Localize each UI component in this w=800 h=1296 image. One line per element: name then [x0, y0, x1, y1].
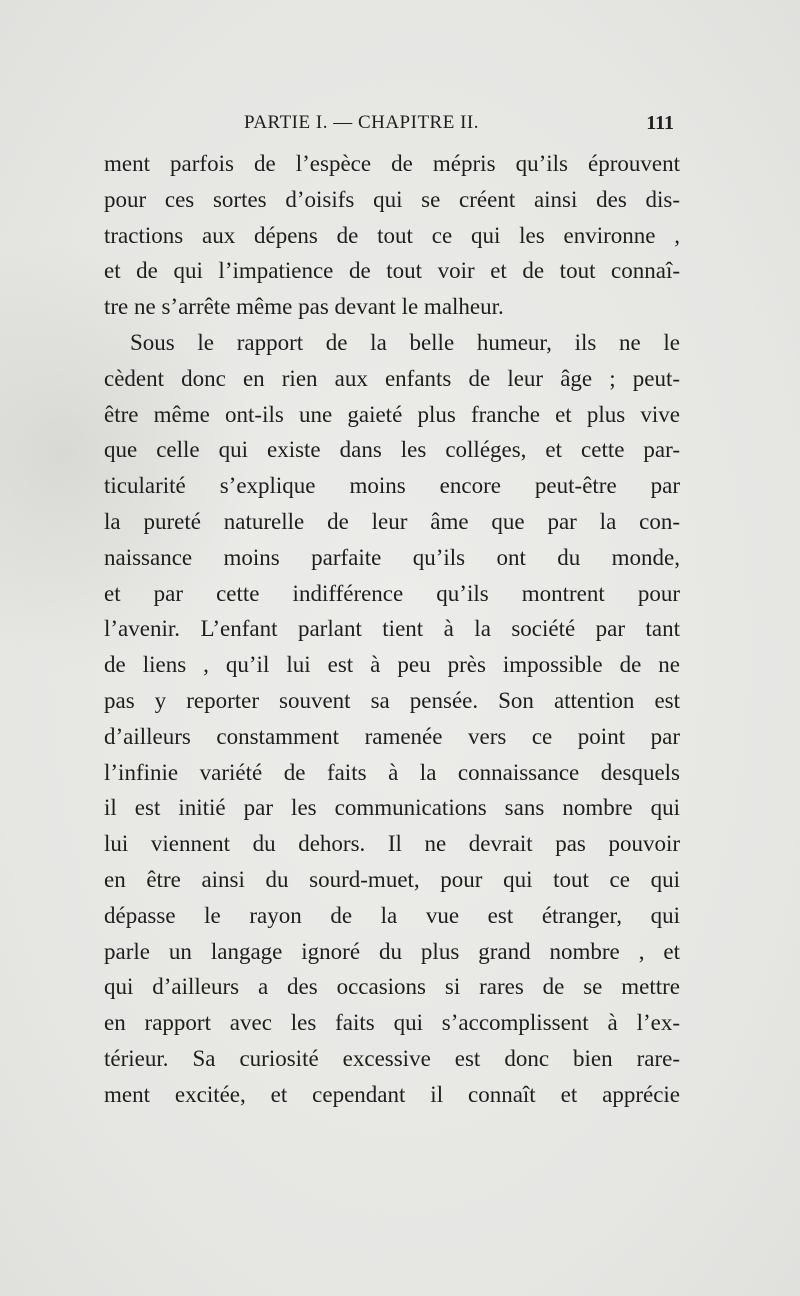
text-line: pour ces sortes d’oisifs qui se créent ainsi des dis- — [104, 186, 680, 212]
text-line: naissance moins parfaite qu’ils ont du monde, — [104, 544, 680, 570]
text-line: de liens , qu’il lui est à peu près impossible de ne — [104, 652, 680, 678]
body-text — [104, 146, 680, 1113]
text-line: l’infinie variété de faits à la connaissance desquels — [104, 759, 680, 785]
text-line: térieur. Sa curiosité excessive est donc bien rare- — [104, 1045, 680, 1071]
text-line: cèdent donc en rien aux enfants de leur âge ; peut- — [104, 365, 680, 391]
text-line: tractions aux dépens de tout ce qui les environne , — [104, 222, 680, 248]
text-line: d’ailleurs constamment ramenée vers ce point par — [104, 723, 680, 749]
text-line: et par cette indifférence qu’ils montrent pour — [104, 580, 680, 606]
text-line: parle un langage ignoré du plus grand nombre , et — [104, 938, 680, 964]
text-line: ment excitée, et cependant il connaît et apprécie — [104, 1081, 680, 1107]
text-line: il est initié par les communications sans nombre qui — [104, 795, 680, 821]
text-line: ment parfois de l’espèce de mépris qu’ils éprouvent — [104, 151, 680, 176]
text-line: tre ne s’arrête même pas devant le malheur. — [104, 294, 504, 320]
text-line: dépasse le rayon de la vue est étranger, qui — [104, 902, 680, 928]
running-title: PARTIE I. — CHAPITRE II. — [244, 112, 479, 133]
text-line: la pureté naturelle de leur âme que par la con- — [104, 508, 680, 534]
text-line: en rapport avec les faits qui s’accomplissent à l’ex- — [104, 1010, 680, 1036]
running-head — [104, 112, 680, 142]
text-line: ticularité s’explique moins encore peut-être par — [104, 473, 680, 499]
text-line: qui d’ailleurs a des occasions si rares de se mettre — [104, 974, 680, 1000]
text-line: et de qui l’impatience de tout voir et de tout connaî- — [104, 258, 680, 284]
text-line: pas y reporter souvent sa pensée. Son attention est — [104, 687, 680, 713]
text-line: en être ainsi du sourd-muet, pour qui tout ce qui — [104, 866, 680, 892]
text-line: être même ont-ils une gaieté plus franche et plus vive — [104, 401, 680, 427]
text-line: Sous le rapport de la belle humeur, ils ne le — [130, 329, 680, 355]
text-line: lui viennent du dehors. Il ne devrait pas pouvoir — [104, 831, 680, 857]
text-line: que celle qui existe dans les colléges, et cette par- — [104, 437, 680, 463]
page-number: 111 — [646, 112, 674, 134]
text-line: l’avenir. L’enfant parlant tient à la société par tant — [104, 616, 680, 642]
